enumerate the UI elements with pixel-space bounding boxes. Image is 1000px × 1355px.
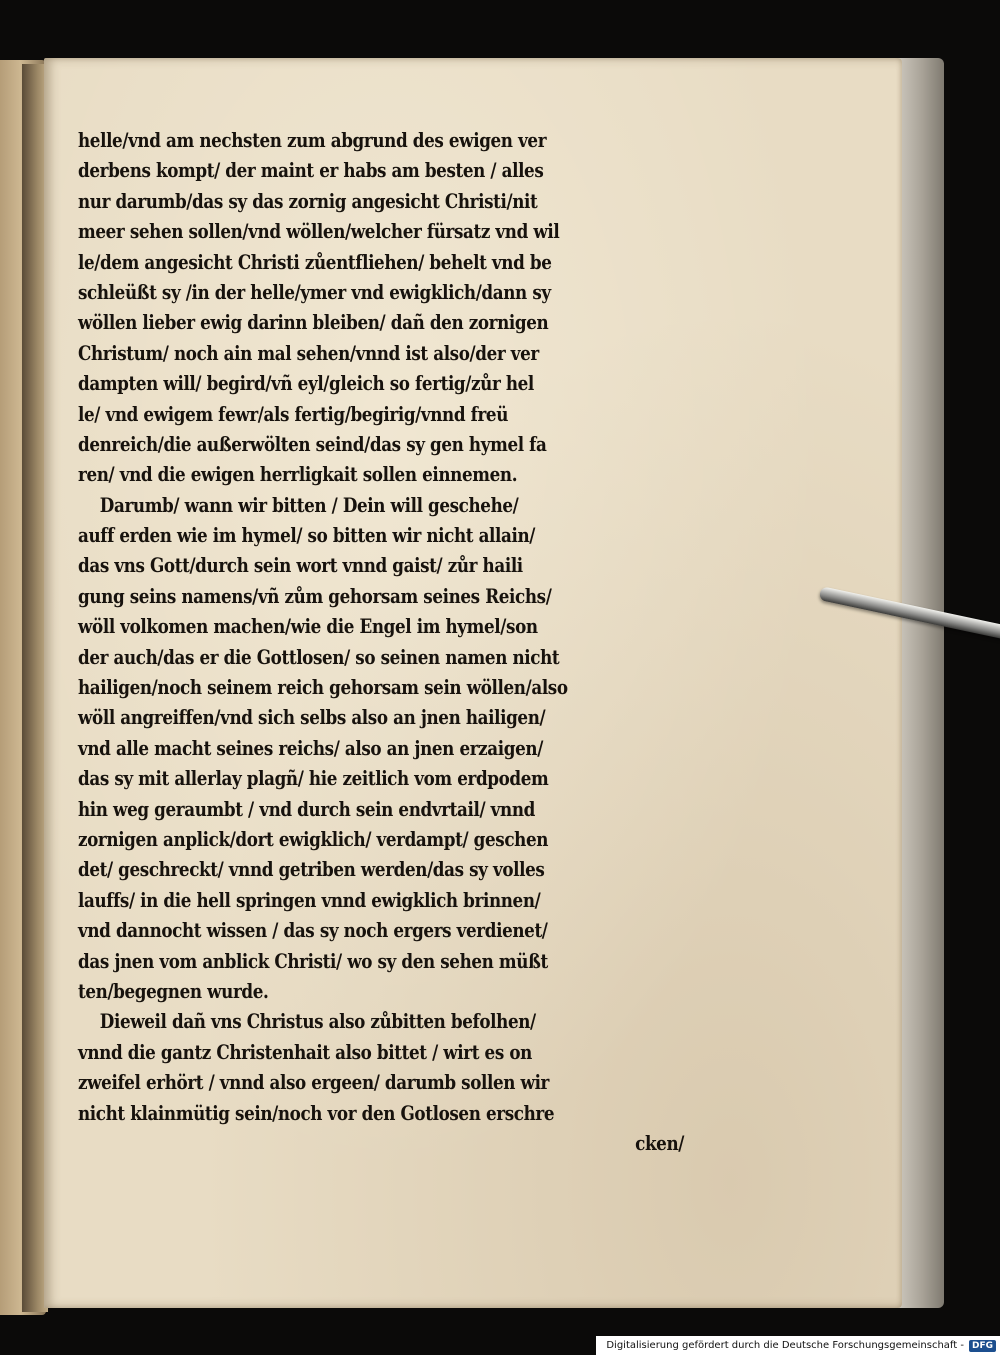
text-line: hailigen/noch seinem reich gehorsam sein wöllen/also <box>78 676 568 700</box>
text-line: vnd alle macht seines reichs/ also an jnen erzaigen/ <box>78 736 543 760</box>
text-line: Darumb/ wann wir bitten / Dein will geschehe/ <box>78 493 519 517</box>
text-line: det/ geschreckt/ vnnd getriben werden/das sy volles <box>78 858 545 882</box>
text-line: hin weg geraumbt / vnd durch sein endvrtail/ vnnd <box>78 797 535 821</box>
text-line: le/ vnd ewigem fewr/als fertig/begirig/vnnd freü <box>78 402 509 426</box>
text-line: ren/ vnd die ewigen herrligkait sollen einnemen. <box>78 463 518 487</box>
text-line: wöll angreiffen/vnd sich selbs also an jnen hailigen/ <box>78 706 546 730</box>
text-line: ten/begegnen wurde. <box>78 979 269 1003</box>
text-line: wöllen lieber ewig darinn bleiben/ dañ den zornigen <box>78 311 549 335</box>
text-line: derbens kompt/ der maint er habs am besten / alles <box>78 159 544 183</box>
text-line: le/dem angesicht Christi zůentfliehen/ behelt vnd be <box>78 250 552 274</box>
text-line: helle/vnd am nechsten zum abgrund des ewigen ver <box>78 129 547 152</box>
text-line: dampten will/ begird/vñ eyl/gleich so fertig/zůr hel <box>78 372 534 396</box>
text-line: vnd dannocht wissen / das sy noch ergers verdienet/ <box>78 919 548 943</box>
text-line: zweifel erhört / vnnd also ergeen/ darumb sollen wir <box>78 1071 549 1095</box>
text-block <box>78 126 684 1159</box>
text-line: das vns Gott/durch sein wort vnnd gaist/ zůr haili <box>78 554 523 578</box>
text-line: Christum/ noch ain mal sehen/vnnd ist also/der ver <box>78 341 539 365</box>
text-line: wöll volkomen machen/wie die Engel im hymel/son <box>78 615 538 639</box>
text-line: der auch/das er die Gottlosen/ so seinen namen nicht <box>78 645 560 669</box>
text-line: lauffs/ in die hell springen vnnd ewigklich brinnen/ <box>78 888 541 912</box>
text-line: vnnd die gantz Christenhait also bittet / wirt es on <box>78 1040 532 1064</box>
text-line: zornigen anplick/dort ewigklich/ verdampt/ geschen <box>78 827 549 851</box>
footer-credit-bar <box>596 1336 1000 1355</box>
text-line: das sy mit allerlay plagñ/ hie zeitlich vom erdpodem <box>78 767 549 791</box>
text-line: Dieweil dañ vns Christus also zůbitten befolhen/ <box>78 1010 536 1034</box>
text-line: nur darumb/das sy das zornig angesicht Christi/nit <box>78 189 538 213</box>
text-line: gung seins namens/vñ zům gehorsam seines Reichs/ <box>78 584 552 608</box>
text-line: meer sehen sollen/vnd wöllen/welcher fürsatz vnd wil <box>78 220 560 244</box>
text-line: auff erden wie im hymel/ so bitten wir nicht allain/ <box>78 524 536 548</box>
text-line: das jnen vom anblick Christi/ wo sy den sehen müßt <box>78 949 548 973</box>
footer-credit-text: Digitalisierung gefördert durch die Deutsche Forschungsgemeinschaft - <box>606 1340 964 1351</box>
catchword: cken/ <box>635 1131 684 1155</box>
text-line: denreich/die außerwölten seind/das sy gen hymel fa <box>78 432 547 456</box>
text-line: nicht klainmütig sein/noch vor den Gotlosen erschre <box>78 1101 555 1125</box>
dfg-logo-icon: DFG <box>969 1340 996 1352</box>
text-line: schleüßt sy /in der helle/ymer vnd ewigklich/dann sy <box>78 280 551 304</box>
